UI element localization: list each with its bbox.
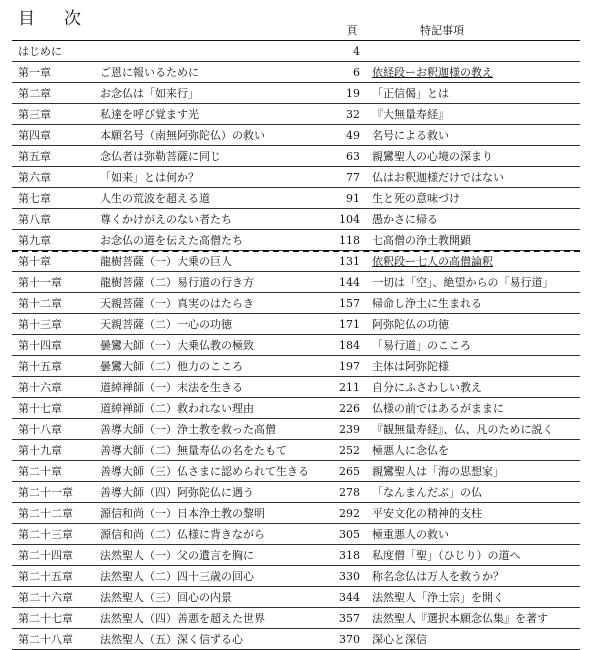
table-row <box>0 335 589 356</box>
special-note: 七高僧の浄土教開顕 <box>372 234 471 247</box>
page-number: 252 <box>339 444 360 457</box>
chapter-label: 第二十四章 <box>18 549 73 562</box>
chapter-title: 天親菩薩（二）一心の功徳 <box>100 318 232 331</box>
chapter-label: 第五章 <box>18 150 51 163</box>
page-number: 19 <box>346 87 360 100</box>
chapter-title: 法然聖人（一）父の遺言を胸に <box>100 549 254 562</box>
table-row <box>0 41 589 62</box>
page-number: 330 <box>339 570 360 583</box>
table-row <box>0 566 589 587</box>
page-number: 77 <box>346 171 360 184</box>
page-number: 211 <box>339 381 360 394</box>
page-number: 63 <box>346 150 360 163</box>
special-note: 法然聖人「浄土宗」を開く <box>372 591 504 604</box>
chapter-label: 第十八章 <box>18 423 62 436</box>
chapter-label: 第二十章 <box>18 465 62 478</box>
table-row <box>0 461 589 482</box>
special-note: 極悪人に念仏を <box>372 444 449 457</box>
page-number: 292 <box>339 507 360 520</box>
chapter-title: 曇鸞大師（一）大乗仏教の極致 <box>100 339 254 352</box>
table-row <box>0 209 589 230</box>
special-note: 依経段ーお釈迦様の教え <box>372 66 493 79</box>
page-number: 6 <box>353 66 360 79</box>
table-row <box>0 188 589 209</box>
chapter-label: 第九章 <box>18 234 51 247</box>
table-row <box>0 608 589 629</box>
special-note: 深心と深信 <box>372 633 427 646</box>
page-number: 226 <box>339 402 360 415</box>
chapter-label: はじめに <box>18 45 62 58</box>
table-row <box>0 377 589 398</box>
chapter-title: 本願名号（南無阿弥陀仏）の救い <box>100 129 265 142</box>
chapter-label: 第十六章 <box>18 381 62 394</box>
special-note: 主体は阿弥陀様 <box>372 360 449 373</box>
chapter-title: 法然聖人（五）深く信ずる心 <box>100 633 243 646</box>
chapter-title: 龍樹菩薩（一）大乗の巨人 <box>100 255 232 268</box>
page-number: 344 <box>339 591 360 604</box>
page-number: 184 <box>339 339 360 352</box>
chapter-title: 私達を呼び覚ます光 <box>100 108 199 121</box>
special-note: 「正信偈」とは <box>372 87 449 100</box>
special-note: 極重悪人の救い <box>372 528 449 541</box>
page-number: 370 <box>339 633 360 646</box>
page-number: 118 <box>339 234 360 247</box>
table-row <box>0 293 589 314</box>
table-row <box>0 251 589 272</box>
table-row <box>0 314 589 335</box>
page-number: 104 <box>339 213 360 226</box>
special-note: 仏はお釈迦様だけではない <box>372 171 504 184</box>
chapter-label: 第八章 <box>18 213 51 226</box>
table-row <box>0 587 589 608</box>
chapter-label: 第二十五章 <box>18 570 73 583</box>
chapter-label: 第七章 <box>18 192 51 205</box>
special-note: 平安文化の精神的支柱 <box>372 507 482 520</box>
special-note: 依釈段ー七人の高僧論釈 <box>372 255 493 268</box>
chapter-label: 第二十三章 <box>18 528 73 541</box>
chapter-title: 善導大師（四）阿弥陀仏に遇う <box>100 486 254 499</box>
chapter-title: 善導大師（三）仏さまに認められて生きる <box>100 465 309 478</box>
page-number: 278 <box>339 486 360 499</box>
table-row <box>0 398 589 419</box>
special-note: 『大無量寿経』 <box>372 108 449 121</box>
table-row <box>0 419 589 440</box>
chapter-title: 善導大師（二）無量寿仏の名をたもて <box>100 444 287 457</box>
table-row <box>0 503 589 524</box>
chapter-label: 第三章 <box>18 108 51 121</box>
chapter-title: 龍樹菩薩（二）易行道の行き方 <box>100 276 254 289</box>
chapter-title: 法然聖人（二）四十三歳の回心 <box>100 570 254 583</box>
chapter-title: 曇鸞大師（二）他力のこころ <box>100 360 243 373</box>
chapter-title: お念仏の道を伝えた高僧たち <box>100 234 243 247</box>
special-note: 『観無量寿経』、仏、凡のために説く <box>372 423 554 436</box>
chapter-label: 第二十八章 <box>18 633 73 646</box>
page-column-header: 頁 <box>346 24 358 37</box>
page-number: 239 <box>339 423 360 436</box>
table-header <box>0 22 589 40</box>
chapter-label: 第十四章 <box>18 339 62 352</box>
chapter-label: 第十三章 <box>18 318 62 331</box>
chapter-title: 念仏者は弥勒菩薩に同じ <box>100 150 221 163</box>
chapter-title: 人生の荒波を超える道 <box>100 192 210 205</box>
special-note: 帰命し浄土に生まれる <box>372 297 482 310</box>
page-number: 91 <box>346 192 360 205</box>
chapter-label: 第十九章 <box>18 444 62 457</box>
table-row <box>0 146 589 167</box>
special-note: 愚かさに帰る <box>372 213 438 226</box>
chapter-label: 第一章 <box>18 66 51 79</box>
chapter-title: お念仏は「如来行」 <box>100 87 199 100</box>
page-number: 4 <box>353 45 360 58</box>
page-number: 171 <box>339 318 360 331</box>
page-number: 357 <box>339 612 360 625</box>
special-note: 私度僧「聖」（ひじり）の道へ <box>372 549 521 562</box>
chapter-title: 法然聖人（四）善悪を超えた世界 <box>100 612 265 625</box>
page-number: 265 <box>339 465 360 478</box>
chapter-label: 第十章 <box>18 255 51 268</box>
notes-column-header: 特記事項 <box>420 24 464 37</box>
chapter-label: 第十七章 <box>18 402 62 415</box>
special-note: 自分にふさわしい教え <box>372 381 482 394</box>
special-note: 法然聖人『選択本願念仏集』を著す <box>372 612 548 625</box>
special-note: 生と死の意味づけ <box>372 192 460 205</box>
page-number: 49 <box>346 129 360 142</box>
special-note: 名号による救い <box>372 129 449 142</box>
page-number: 32 <box>346 108 360 121</box>
chapter-label: 第十二章 <box>18 297 62 310</box>
chapter-title: 善導大師（一）浄土教を救った高僧 <box>100 423 276 436</box>
chapter-title: 天親菩薩（一）真実のはたらき <box>100 297 254 310</box>
special-note: 「易行道」のこころ <box>372 339 471 352</box>
chapter-label: 第二十七章 <box>18 612 73 625</box>
chapter-title: 源信和尚（二）仏様に背きながら <box>100 528 265 541</box>
table-row <box>0 545 589 566</box>
chapter-title: 源信和尚（一）日本浄土教の黎明 <box>100 507 265 520</box>
chapter-label: 第二十二章 <box>18 507 73 520</box>
page-number: 305 <box>339 528 360 541</box>
table-row <box>0 83 589 104</box>
special-note: 称名念仏は万人を救うか？ <box>372 570 504 583</box>
special-note: 仏様の前ではあるがままに <box>372 402 504 415</box>
chapter-label: 第四章 <box>18 129 51 142</box>
special-note: 阿弥陀仏の功徳 <box>372 318 449 331</box>
table-row <box>0 524 589 545</box>
page-number: 131 <box>339 255 360 268</box>
table-row <box>0 230 589 251</box>
special-note: 親鸞聖人は「海の思想家」 <box>372 465 504 478</box>
table-row <box>0 440 589 461</box>
table-row <box>0 167 589 188</box>
chapter-title: 尊くかけがえのない者たち <box>100 213 232 226</box>
table-row <box>0 104 589 125</box>
table-row <box>0 482 589 503</box>
chapter-label: 第二十六章 <box>18 591 73 604</box>
special-note: 「なんまんだぶ」の仏 <box>372 486 482 499</box>
table-row <box>0 62 589 83</box>
chapter-title: 法然聖人（三）回心の内景 <box>100 591 232 604</box>
page-number: 144 <box>339 276 360 289</box>
chapter-title: 「如来」とは何か？ <box>100 171 199 184</box>
chapter-title: ご恩に報いるために <box>100 66 199 79</box>
special-note: 親鸞聖人の心境の深まり <box>372 150 493 163</box>
chapter-label: 第六章 <box>18 171 51 184</box>
page-number: 197 <box>339 360 360 373</box>
table-row <box>0 356 589 377</box>
page-title: 目 次 <box>18 9 87 29</box>
table-row <box>0 125 589 146</box>
chapter-label: 第十五章 <box>18 360 62 373</box>
chapter-label: 第十一章 <box>18 276 62 289</box>
chapter-label: 第二十一章 <box>18 486 73 499</box>
page-number: 157 <box>339 297 360 310</box>
special-note: 一切は「空」、絶望からの「易行道」 <box>372 276 554 289</box>
chapter-title: 道綽禅師（一）末法を生きる <box>100 381 243 394</box>
page-number: 318 <box>339 549 360 562</box>
chapter-label: 第二章 <box>18 87 51 100</box>
chapter-title: 道綽禅師（二）救われない理由 <box>100 402 254 415</box>
table-row <box>0 272 589 293</box>
